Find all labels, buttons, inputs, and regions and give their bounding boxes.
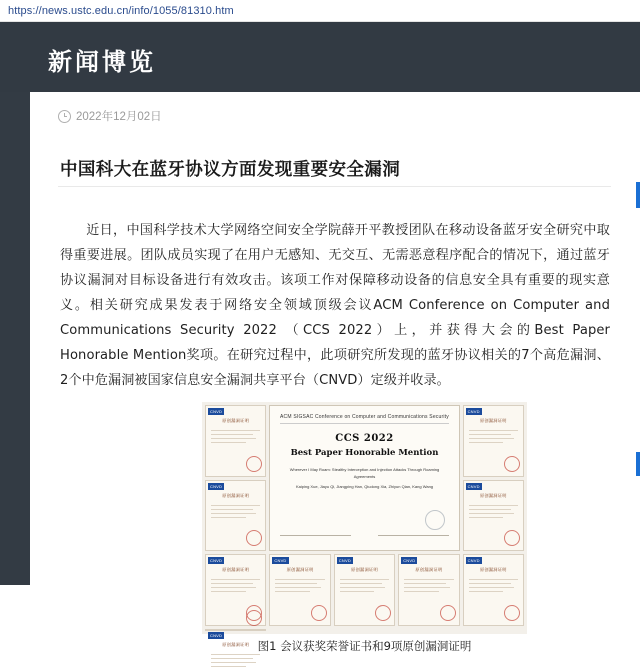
scroll-marker-bottom[interactable]: [636, 452, 640, 476]
certificate-text-lines: [340, 579, 389, 595]
cnvd-badge: CNVD: [467, 558, 480, 564]
signature-row: [280, 535, 448, 542]
cnvd-certificate: [398, 554, 459, 626]
signature-left: [280, 535, 351, 542]
cnvd-certificate: [269, 554, 330, 626]
certificate-text-lines: [211, 654, 260, 670]
certificate-text-lines: [469, 579, 518, 595]
article-date: 2022年12月02日: [76, 111, 162, 123]
page-content: [0, 22, 640, 653]
certificate-title: 原创漏洞证明: [479, 567, 507, 573]
certificate-text-lines: [211, 430, 260, 446]
certificate-title: 原创漏洞证明: [222, 418, 250, 423]
red-seal-icon: [246, 530, 262, 546]
certificate-title: 原创漏洞证明: [222, 492, 250, 498]
certificate-title: 原创漏洞证明: [222, 641, 250, 647]
browser-url-bar[interactable]: [0, 0, 640, 22]
article-card: [30, 92, 640, 653]
cnvd-certificate: [205, 405, 266, 477]
title-divider: [58, 186, 611, 187]
cnvd-certificate: [463, 405, 524, 477]
award-name: Best Paper Honorable Mention: [290, 448, 439, 458]
url-text[interactable]: https://news.ustc.edu.cn/info/1055/81310.htm: [8, 4, 234, 17]
certificate-text-lines: [211, 505, 260, 521]
certificate-text-lines: [469, 505, 518, 521]
cnvd-certificate: [463, 554, 524, 626]
cnvd-badge: CNVD: [403, 558, 416, 564]
ccs-award-certificate: [269, 405, 459, 551]
article-meta: [58, 108, 162, 124]
article-figure: [202, 402, 527, 653]
certificate-text-lines: [275, 579, 324, 595]
cnvd-certificate: [205, 480, 266, 552]
cnvd-badge: CNVD: [210, 483, 223, 489]
cnvd-badge: CNVD: [210, 558, 223, 564]
certificate-title: 原创漏洞证明: [222, 567, 250, 573]
red-seal-icon: [504, 456, 520, 472]
site-header-band: [0, 22, 640, 92]
cnvd-badge: CNVD: [338, 558, 351, 564]
certificate-title: 原创漏洞证明: [479, 418, 507, 423]
site-header-title: 新闻博览: [48, 48, 156, 76]
signature-right: [378, 535, 449, 542]
paper-title: Wherever I May Roam: Stealthy Interception and Injection Attacks Through Roaming Agreements: [289, 467, 440, 479]
scroll-marker-top[interactable]: [636, 182, 640, 208]
certificate-title: 原创漏洞证明: [351, 567, 378, 573]
certificate-text-lines: [404, 579, 453, 595]
certificate-title: 原创漏洞证明: [286, 567, 314, 573]
red-seal-icon: [311, 605, 327, 621]
cnvd-badge: CNVD: [467, 483, 480, 489]
cnvd-badge: CNVD: [210, 632, 223, 638]
cnvd-badge: CNVD: [467, 409, 480, 414]
acm-seal-icon: [425, 510, 445, 530]
red-seal-icon: [440, 605, 456, 621]
cnvd-badge: CNVD: [274, 558, 287, 564]
clock-icon: [58, 110, 71, 123]
certificate-title: 原创漏洞证明: [479, 492, 507, 498]
left-decorative-rail: [0, 22, 30, 585]
certificate-title: 原创漏洞证明: [415, 567, 443, 573]
conference-line: ACM SIGSAC Conference on Computer and Communications Security: [280, 414, 449, 424]
certificate-text-lines: [211, 579, 260, 595]
paper-authors: Kaiping Xue, Jiayu Qi, Jiangping Han, Qiudong Xia, Zhiyun Qian, Kang Wang: [295, 484, 434, 489]
cnvd-badge: CNVD: [210, 409, 223, 414]
red-seal-icon: [504, 605, 520, 621]
red-seal-icon: [246, 456, 262, 472]
article-body: 近日，中国科学技术大学网络空间安全学院薛开平教授团队在移动设备蓝牙安全研究中取得重要进展。团队成员实现了在用户无感知、无交互、无需恶意程序配合的情况下，通过蓝牙协议漏洞对目标设备进行有效攻击。该项工作对保障移动设备的信息安全具有重要的现实意义。相关研究成果发表于网络安全领域顶级会议ACM Conference on Computer and Communications Security 2022 （CCS 2022）上，并获得大会的Best Paper Honorable Mention奖项。在研究过程中，此项研究所发现的蓝牙协议相关的7个高危漏洞、2个中危漏洞被国家信息安全漏洞共享平台（CNVD）定级并收录。: [60, 223, 610, 389]
red-seal-icon: [504, 530, 520, 546]
red-seal-icon: [375, 605, 391, 621]
cnvd-certificate: [205, 629, 266, 647]
conference-year: CCS 2022: [335, 433, 394, 444]
cnvd-certificate: [463, 480, 524, 552]
certificate-text-lines: [469, 430, 518, 446]
page-title: 中国科大在蓝牙协议方面发现重要安全漏洞: [60, 159, 401, 180]
figure-caption: 图1 会议获奖荣誉证书和9项原创漏洞证明: [257, 639, 472, 653]
cnvd-certificate: [334, 554, 395, 626]
